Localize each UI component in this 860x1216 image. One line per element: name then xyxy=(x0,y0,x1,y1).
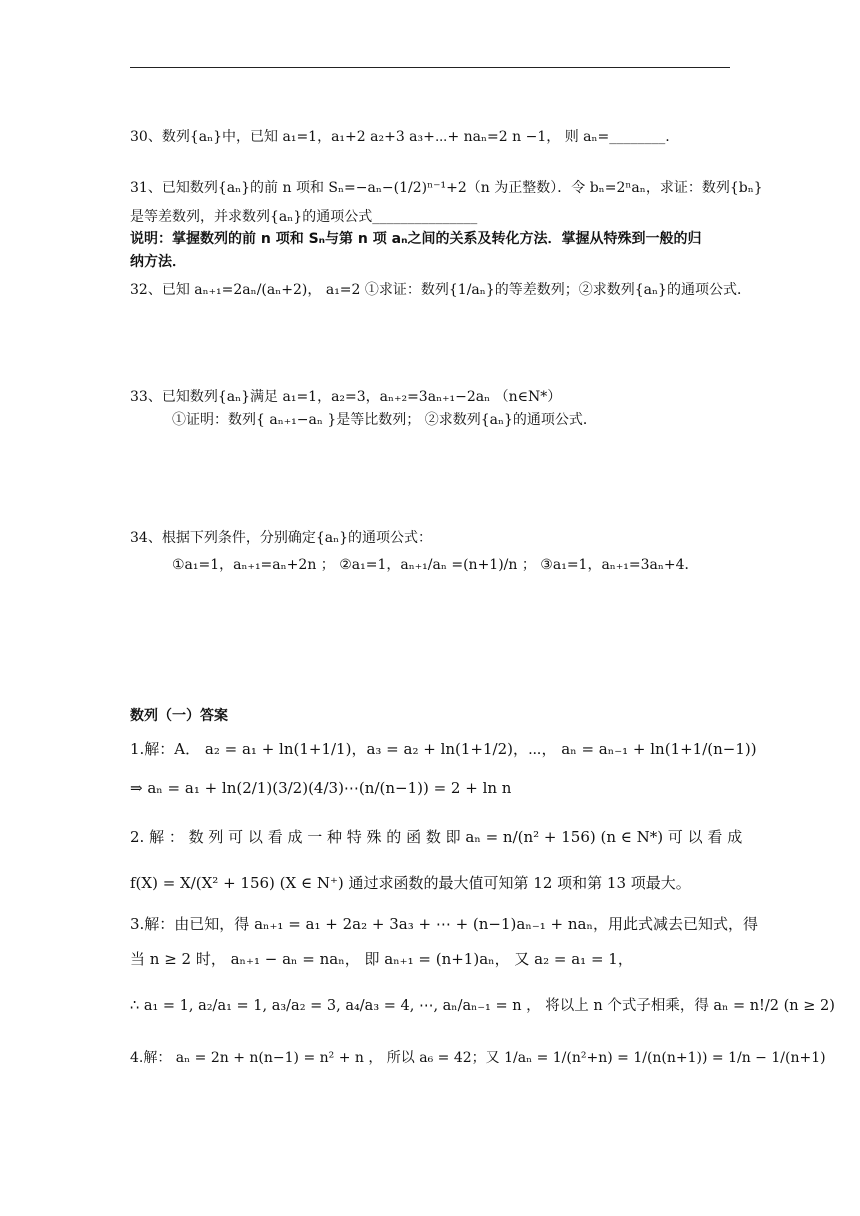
problem-34-line-2: ①a₁=1，aₙ₊₁=aₙ+2n ； ②a₁=1，aₙ₊₁/aₙ =(n+1)/n ； ③a₁=1，aₙ₊₁=3aₙ+4． xyxy=(172,557,699,573)
answer-1-line-1: 1.解：A． a₂ = a₁ + ln(1+1/1)，a₃ = a₂ + ln(1+1/2)，⋯， aₙ = aₙ₋₁ + ln(1+1/(n−1)) xyxy=(130,740,757,758)
problem-31-note-line-2: 纳方法． xyxy=(130,254,186,270)
answer-2-line-2: f(X) = X/(X² + 156) (X ∈ N⁺) 通过求函数的最大值可知第 12 项和第 13 项最大。 xyxy=(130,874,691,892)
problem-31-line-2: 是等差数列，并求数列{aₙ}的通项公式_______________ xyxy=(130,209,478,225)
answer-3-line-3: ∴ a₁ = 1, a₂/a₁ = 1, a₃/a₂ = 3, a₄/a₃ = 4, ⋯, aₙ/aₙ₋₁ = n ， 将以上 n 个式子相乘，得 aₙ = n!/2 (n ≥ 2) xyxy=(130,998,835,1014)
answer-2-line-1: 2. 解 ： 数 列 可 以 看 成 一 种 特 殊 的 函 数 即 aₙ = n/(n² + 156) (n ∈ N*) 可 以 看 成 xyxy=(130,828,743,846)
problem-34-line-1: 34、根据下列条件，分别确定{aₙ}的通项公式： xyxy=(130,530,433,546)
answer-1-line-2: ⇒ aₙ = a₁ + ln(2/1)(3/2)(4/3)⋯(n/(n−1)) = 2 + ln n xyxy=(130,779,512,797)
header-rule xyxy=(130,67,730,68)
answer-3-line-1: 3.解：由已知，得 aₙ₊₁ = a₁ + 2a₂ + 3a₃ + ⋯ + (n−1)aₙ₋₁ + naₙ，用此式减去已知式，得 xyxy=(130,915,758,933)
problem-33-line-1: 33、已知数列{aₙ}满足 a₁=1，a₂=3，aₙ₊₂=3aₙ₊₁−2aₙ （n∈N*） xyxy=(130,389,562,405)
problem-33-line-2: ①证明：数列{ aₙ₊₁−aₙ }是等比数列； ②求数列{aₙ}的通项公式． xyxy=(172,412,597,428)
problem-31-note-line-1: 说明：掌握数列的前 n 项和 Sₙ与第 n 项 aₙ之间的关系及转化方法．掌握从特殊到一般的归 xyxy=(130,231,702,247)
problem-31-line-1: 31、已知数列{aₙ}的前 n 项和 Sₙ=−aₙ−(1/2)ⁿ⁻¹+2（n 为正整数）．令 bₙ=2ⁿaₙ，求证：数列{bₙ} xyxy=(130,180,763,196)
problem-32: 32、已知 aₙ₊₁=2aₙ/(aₙ+2)， a₁=2 ①求证：数列{1/aₙ}的等差数列；②求数列{aₙ}的通项公式． xyxy=(130,282,751,298)
answers-title: 数列（一）答案 xyxy=(130,708,228,724)
problem-30: 30、数列{aₙ}中，已知 a₁=1，a₁+2 a₂+3 a₃+⋯+ naₙ=2 n −1， 则 aₙ=________. xyxy=(130,129,670,145)
answer-4-line-1: 4.解： aₙ = 2n + n(n−1) = n² + n ， 所以 a₆ = 42；又 1/aₙ = 1/(n²+n) = 1/(n(n+1)) = 1/n − 1/(n+1) xyxy=(130,1050,826,1066)
answer-3-line-2: 当 n ≥ 2 时， aₙ₊₁ − aₙ = naₙ， 即 aₙ₊₁ = (n+1)aₙ， 又 a₂ = a₁ = 1， xyxy=(130,950,633,968)
